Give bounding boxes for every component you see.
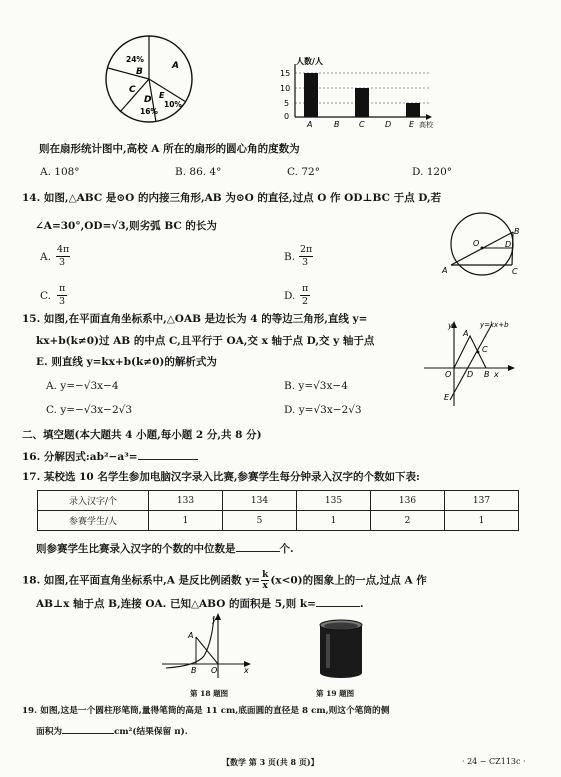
q16: 16. 分解因式:ab²−a³= bbox=[22, 449, 198, 464]
q17-table bbox=[37, 490, 519, 531]
bar-xlabel: 高校 bbox=[419, 121, 433, 129]
bar-a bbox=[304, 73, 318, 117]
bar-ytick-15: 15 bbox=[280, 69, 291, 78]
svg-text:y=kx+b: y=kx+b bbox=[480, 321, 509, 329]
bar-ytick-0: 0 bbox=[284, 112, 290, 121]
q17-header-cell: 135 bbox=[297, 491, 371, 511]
pie-pct-b: 24% bbox=[126, 55, 144, 64]
exam-code: · 24 − CZ113c · bbox=[462, 757, 526, 766]
q18-figure bbox=[158, 612, 258, 682]
bar-cat-c: C bbox=[359, 120, 365, 129]
q18-frac-num: k bbox=[262, 570, 269, 580]
bar-cat-a: A bbox=[307, 120, 313, 129]
pie-pct-e: 10% bbox=[164, 100, 182, 109]
q15-line2: kx+b(k≠0)过 AB 的中点 C,且平行于 OA,交 x 轴于点 D,交 y 轴于点 bbox=[36, 335, 375, 347]
svg-text:D: D bbox=[505, 240, 512, 249]
pie-label-e: E bbox=[159, 91, 165, 100]
svg-text:C: C bbox=[512, 267, 518, 276]
bar-cat-b: B bbox=[334, 120, 340, 129]
q18-caption: 第 18 题图 bbox=[190, 689, 229, 698]
page-footer: 【数学 第 3 页(共 8 页)】 bbox=[222, 757, 319, 767]
q15-option-a: A. y=−√3x−4 bbox=[46, 380, 119, 392]
svg-text:A: A bbox=[442, 266, 448, 275]
svg-text:B: B bbox=[191, 666, 197, 675]
q15-option-d: D. y=√3x−2√3 bbox=[284, 404, 362, 416]
q15-figure bbox=[420, 318, 525, 408]
bar-e bbox=[406, 103, 420, 117]
bar-chart bbox=[276, 54, 446, 132]
svg-text:O: O bbox=[211, 666, 218, 675]
bar-c bbox=[355, 88, 369, 117]
q17-cell: 5 bbox=[223, 511, 297, 531]
q16-answer-blank[interactable] bbox=[138, 459, 198, 460]
q18-line2: AB⊥x 轴于点 B,连接 OA. 已知△ABO 的面积是 5,则 k= . bbox=[36, 598, 364, 610]
q15-option-c: C. y=−√3x−2√3 bbox=[46, 404, 133, 416]
q14-a-den: 3 bbox=[59, 257, 66, 268]
q19-line2: 面积为 cm²(结果保留 π). bbox=[36, 727, 188, 737]
q15-line3: E. 则直线 y=kx+b(k≠0)的解析式为 bbox=[36, 356, 217, 368]
q17-header-cell: 录入汉字/个 bbox=[38, 491, 149, 511]
q17-cell: 1 bbox=[297, 511, 371, 531]
q17-stem: 17. 某校选 10 名学生参加电脑汉字录入比赛,参赛学生每分钟录入汉字的个数如下表: bbox=[22, 471, 420, 483]
bar-cat-d: D bbox=[385, 120, 392, 129]
svg-text:B: B bbox=[514, 227, 520, 236]
section-2-heading: 二、填空题(本大题共 4 小题,每小题 2 分,共 8 分) bbox=[22, 429, 262, 441]
bar-ytick-5: 5 bbox=[284, 99, 290, 108]
pie-label-b: B bbox=[136, 67, 143, 77]
q14-a-num: 4π bbox=[57, 244, 70, 255]
svg-text:y: y bbox=[448, 321, 453, 330]
q13-option-d: D. 120° bbox=[412, 166, 453, 178]
q17-cell: 参赛学生/人 bbox=[38, 511, 149, 531]
q17-header-cell: 134 bbox=[223, 491, 297, 511]
q17-cell: 2 bbox=[371, 511, 445, 531]
q17-header-cell: 133 bbox=[149, 491, 223, 511]
q15-line1: 15. 如图,在平面直角坐标系中,△OAB 是边长为 4 的等边三角形,直线 y= bbox=[22, 313, 368, 325]
q18-line1: 18. 如图,在平面直角坐标系中,A 是反比例函数 y= $\frac{k}{x}$ (x<0)的图象上的一点,过点 A 作 bbox=[22, 570, 427, 591]
q17-answer-blank[interactable] bbox=[236, 551, 280, 552]
q15-option-b: B. y=√3x−4 bbox=[284, 380, 348, 392]
q18-frac-den: x bbox=[262, 581, 268, 591]
svg-text:D: D bbox=[467, 370, 474, 379]
pie-label-c: C bbox=[129, 85, 136, 95]
q19-line1: 19. 如图,这是一个圆柱形笔筒,量得笔筒的高是 11 cm,底面圆的直径是 8 cm,则这个笔筒的侧 bbox=[22, 706, 390, 716]
pie-chart bbox=[104, 34, 194, 124]
q19-answer-blank[interactable] bbox=[62, 733, 114, 734]
q19-figure bbox=[312, 618, 370, 682]
pie-pct-d: 16% bbox=[140, 107, 158, 116]
svg-text:x: x bbox=[244, 666, 249, 675]
q19-caption: 第 19 题图 bbox=[316, 689, 355, 698]
svg-text:x: x bbox=[494, 370, 499, 379]
table-row bbox=[38, 491, 519, 511]
pie-label-d: D bbox=[144, 95, 152, 105]
q17-header-cell: 137 bbox=[445, 491, 519, 511]
svg-text:C: C bbox=[482, 345, 488, 354]
svg-text:O: O bbox=[445, 370, 452, 379]
table-row bbox=[38, 511, 519, 531]
pie-label-a: A bbox=[172, 61, 179, 71]
svg-text:O: O bbox=[473, 239, 480, 248]
q18-answer-blank[interactable] bbox=[316, 606, 360, 607]
q17-cell: 1 bbox=[149, 511, 223, 531]
q13-option-b: B. 86. 4° bbox=[175, 166, 222, 178]
bar-ylabel: 人数/人 bbox=[296, 57, 323, 66]
q17-header-cell: 136 bbox=[371, 491, 445, 511]
q17-tail: 则参赛学生比赛录入汉字的个数的中位数是 个. bbox=[36, 543, 294, 555]
q14-figure bbox=[436, 210, 526, 278]
q13-option-c: C. 72° bbox=[287, 166, 320, 178]
q17-cell: 1 bbox=[445, 511, 519, 531]
bar-ytick-10: 10 bbox=[280, 84, 291, 93]
svg-text:y: y bbox=[212, 615, 217, 624]
q13-stem: 则在扇形统计图中,高校 A 所在的扇形的圆心角的度数为 bbox=[39, 143, 300, 155]
q14-line1: 14. 如图,△ABC 是⊙O 的内接三角形,AB 为⊙O 的直径,过点 O 作 OD⊥BC 于点 D,若 bbox=[22, 192, 442, 204]
svg-text:A: A bbox=[463, 329, 469, 338]
bar-cat-e: E bbox=[409, 120, 415, 129]
svg-text:E: E bbox=[444, 393, 450, 402]
q13-option-a: A. 108° bbox=[40, 166, 80, 178]
svg-text:A: A bbox=[188, 631, 194, 640]
q14-line2: ∠A=30°,OD=√3,则劣弧 BC 的长为 bbox=[35, 220, 217, 232]
svg-text:B: B bbox=[484, 370, 490, 379]
